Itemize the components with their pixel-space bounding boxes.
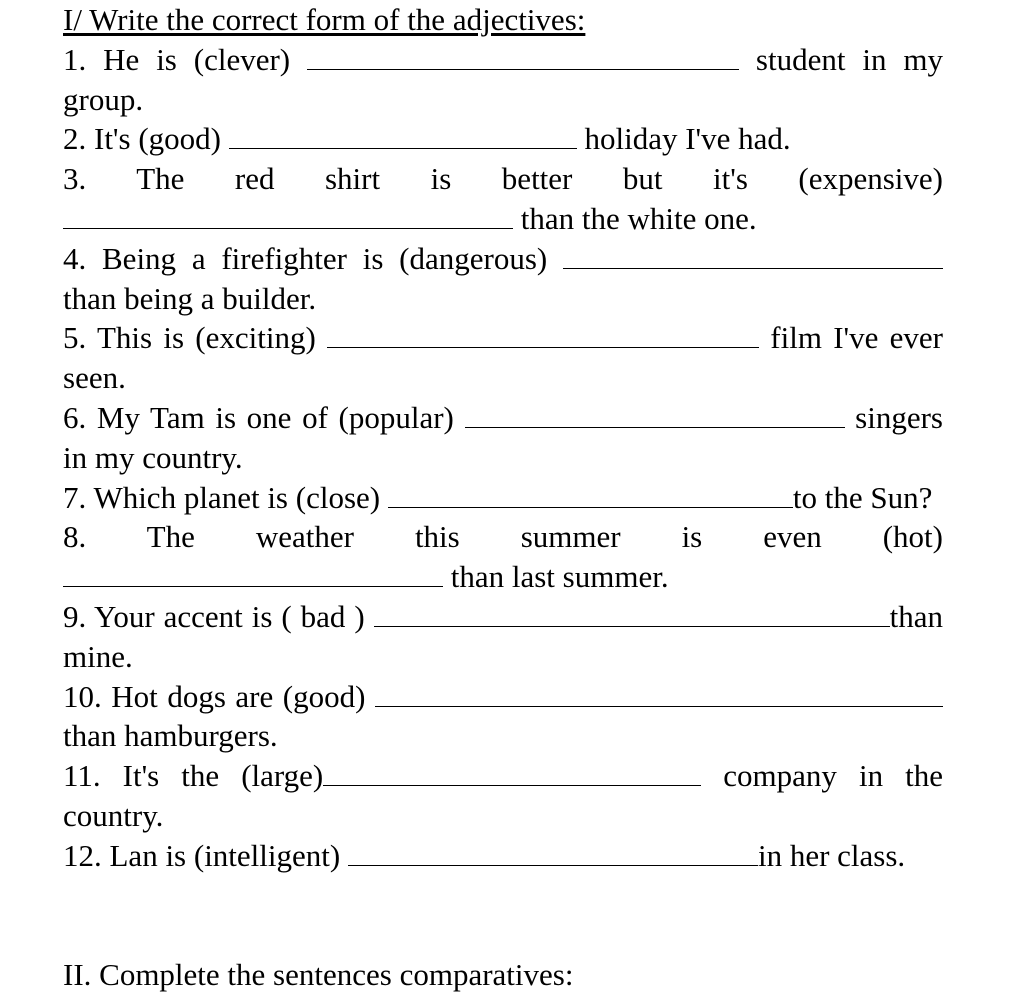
- exercise-item-1: 1. He is (clever) student in my group.: [63, 41, 943, 117]
- answer-blank[interactable]: [327, 321, 759, 348]
- answer-blank[interactable]: [465, 401, 845, 428]
- answer-blank[interactable]: [63, 560, 443, 587]
- answer-blank[interactable]: [63, 202, 513, 229]
- answer-blank[interactable]: [307, 43, 739, 70]
- exercise-item-7: 7. Which planet is (close) to the Sun?: [63, 479, 933, 515]
- exercise-item-5: 5. This is (exciting) film I've ever seen.: [63, 320, 944, 396]
- exercise-item-9: 9. Your accent is ( bad ) than mine.: [63, 598, 943, 674]
- exercise-item-2: 2. It's (good) holiday I've had.: [63, 121, 791, 157]
- answer-blank[interactable]: [229, 122, 577, 149]
- answer-blank[interactable]: [375, 680, 943, 707]
- exercise-item-3: 3. The red shirt is better but it's (expensive) than the white one.: [63, 161, 943, 236]
- answer-blank[interactable]: [388, 481, 793, 508]
- worksheet: [63, 0, 943, 876]
- answer-blank[interactable]: [348, 839, 758, 866]
- exercise-item-12: 12. Lan is (intelligent) in her class.: [63, 837, 906, 873]
- exercise-item-8: 8. The weather this summer is even (hot) than last summer.: [63, 519, 943, 595]
- exercise-item-4: 4. Being a firefighter is (dangerous) than being a builder.: [63, 239, 943, 319]
- exercise-item-6: 6. My Tam is one of (popular) singers in my country.: [63, 399, 944, 475]
- section-title: I/ Write the correct form of the adjectives:: [63, 2, 586, 37]
- exercise-item-11: 11. It's the (large) company in the country.: [63, 758, 943, 833]
- answer-blank[interactable]: [563, 242, 943, 269]
- next-section-title-partial: II. Complete the sentences comparatives:: [63, 957, 574, 992]
- answer-blank[interactable]: [323, 759, 701, 786]
- exercise-item-10: 10. Hot dogs are (good) than hamburgers.: [63, 677, 943, 757]
- answer-blank[interactable]: [374, 600, 890, 627]
